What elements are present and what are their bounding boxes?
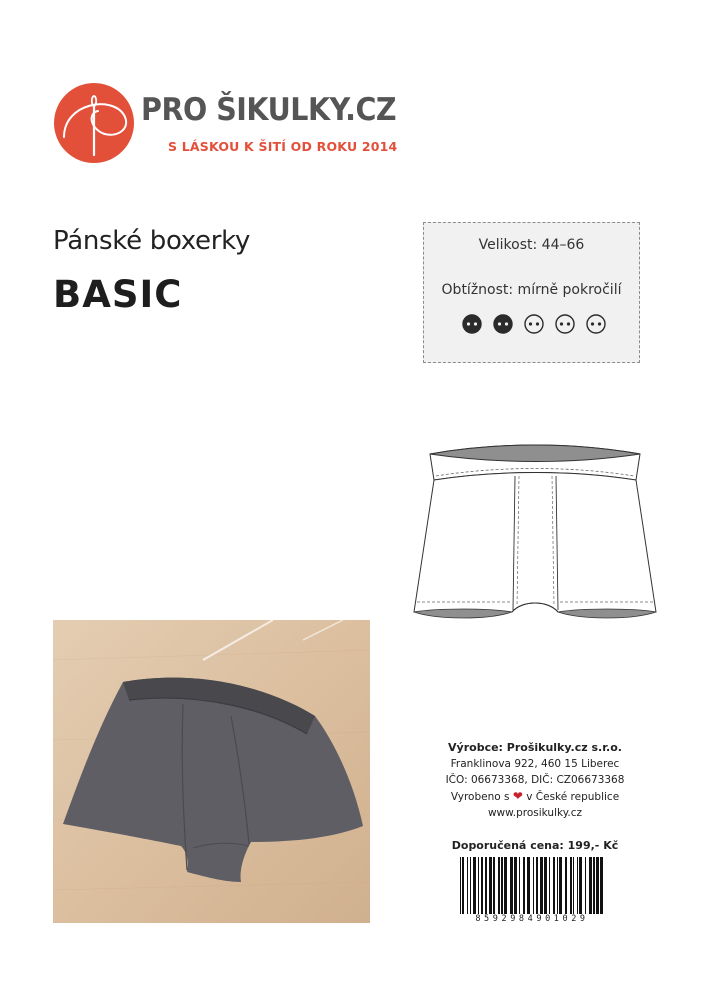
barcode-digits: 8592984901029: [452, 914, 612, 924]
made-in-prefix: Vyrobeno s: [450, 791, 510, 803]
boxer-body: [414, 473, 656, 613]
button-icon: [556, 315, 574, 333]
barcode-bar: [493, 857, 495, 915]
barcode-bar: [570, 857, 572, 915]
barcode-bar: [523, 857, 525, 915]
barcode-bar: [489, 857, 492, 915]
leg-openings: [414, 609, 656, 618]
barcode-bar: [549, 857, 550, 915]
barcode-bar: [579, 857, 582, 915]
barcode-bar: [544, 857, 547, 915]
difficulty-rating: [462, 314, 607, 334]
barcode-bar: [565, 857, 567, 915]
product-title: BASIC: [53, 273, 183, 316]
info-box: [423, 222, 640, 363]
button-icon: [587, 315, 605, 333]
barcode-bar: [481, 857, 483, 915]
size-label: Velikost: 44–66: [478, 237, 585, 253]
barcode-bar: [540, 857, 543, 915]
barcode-bar: [514, 857, 517, 915]
logo: [54, 83, 134, 163]
barcode-bar: [577, 857, 578, 915]
button-icon: [494, 315, 512, 333]
barcode-bar: [536, 857, 538, 915]
product-photo: [53, 620, 370, 923]
barcode-bar: [485, 857, 487, 915]
made-in-suffix: v České republice: [526, 791, 620, 803]
boxer-technical-drawing: [408, 440, 662, 626]
manufacturer-info: [408, 740, 662, 821]
barcode-bar: [467, 857, 468, 915]
product-subtitle: Pánské boxerky: [53, 226, 251, 256]
barcode-bar: [573, 857, 574, 915]
barcode-bar: [504, 857, 507, 915]
price-label: Doporučená cena: 199,- Kč: [451, 839, 619, 852]
manufacturer-name: Výrobce: Prošikulky.cz s.r.o.: [448, 741, 622, 754]
brand-name: PRO ŠIKULKY.CZ: [141, 92, 397, 128]
manufacturer-ids: IČO: 06673368, DIČ: CZ06673368: [445, 774, 625, 786]
barcode-bar: [473, 857, 476, 915]
barcode-bar: [596, 857, 599, 915]
barcode-bar: [600, 857, 603, 915]
difficulty-label: Obtížnost: mírně pokročilí: [441, 282, 622, 298]
barcode-bar: [501, 857, 503, 915]
button-icon: [463, 315, 481, 333]
barcode-bar: [478, 857, 479, 915]
barcode-bar: [557, 857, 558, 915]
barcode-bar: [510, 857, 513, 915]
made-in-line: [408, 788, 662, 805]
heart-icon: ❤: [512, 789, 523, 803]
manufacturer-address: Franklinova 922, 460 15 Liberec: [450, 758, 620, 770]
barcode-bar: [559, 857, 562, 915]
barcode-bar: [527, 857, 530, 915]
barcode-bar: [593, 857, 595, 915]
brand-tagline: S LÁSKOU K ŠITÍ OD ROKU 2014: [168, 139, 398, 154]
barcode-bar: [589, 857, 592, 915]
barcode-bar: [498, 857, 500, 915]
barcode-bar: [470, 857, 471, 915]
barcode-bar: [519, 857, 520, 915]
difficulty-buttons: [462, 314, 607, 334]
barcode-bar: [585, 857, 586, 915]
barcode-bar: [553, 857, 555, 915]
sewing-needle-thread-icon: [54, 83, 134, 163]
manufacturer-website[interactable]: www.prosikulky.cz: [487, 807, 583, 819]
button-icon: [525, 315, 543, 333]
